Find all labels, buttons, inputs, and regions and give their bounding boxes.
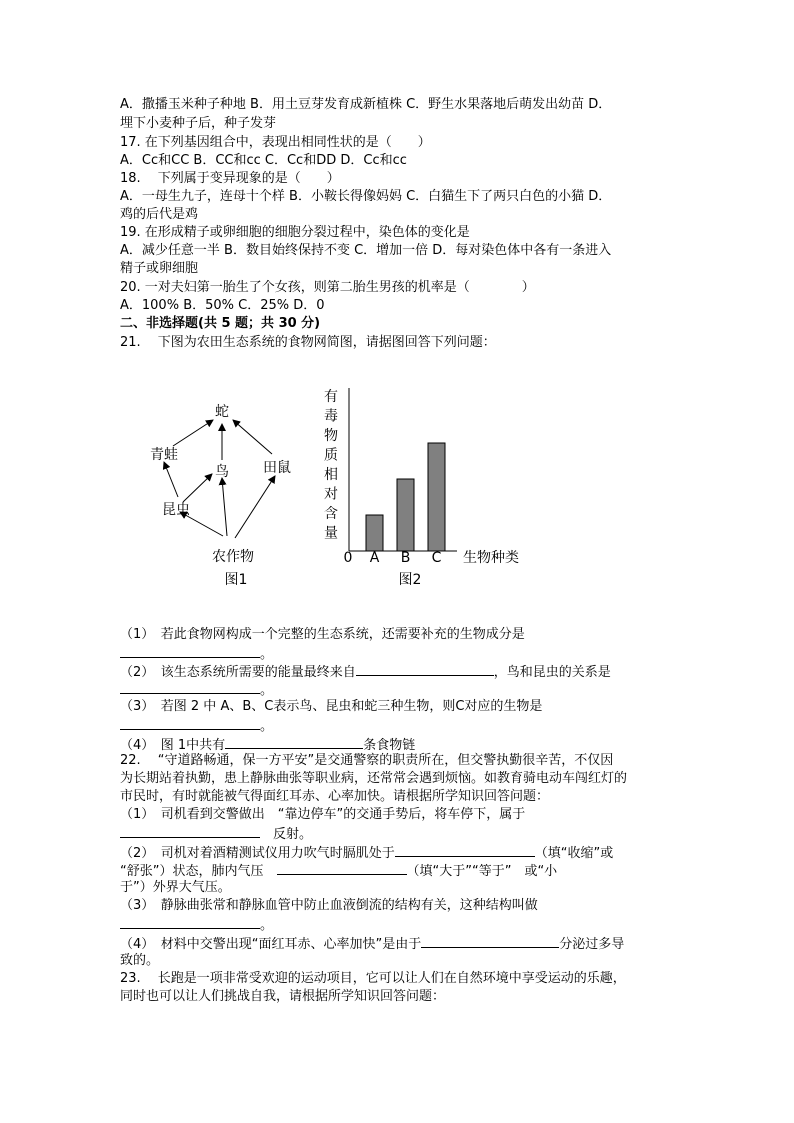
q22-stem-line1: 22. “守道路畅通，保一方平安”是交通警察的职责所在，但交警执勤很辛苦，不仅因: [120, 753, 614, 768]
q22-part2-line2: “舒张”）状态，肺内气压 （填“大于”“等于” 或“小: [120, 861, 557, 881]
y-axis-label-char: 质: [324, 447, 338, 464]
node-snake: 蛇: [215, 404, 229, 420]
y-axis-label-char: 量: [324, 525, 338, 542]
q21-part3-answer-line: 。: [120, 716, 273, 736]
y-axis-label-char: 物: [324, 428, 338, 444]
q21-part2-answer-line: 。: [120, 680, 273, 700]
y-axis-label-char: 对: [324, 486, 338, 503]
q18-options-line1: A．一母生九子，连母十个样 B．小鞍长得像妈妈 C．白猫生下了两只白色的小猫 D．: [120, 189, 612, 204]
q20-stem: 20. 一对夫妇第一胎生了个女孩，则第二胎生男孩的机率是（ ）: [120, 280, 535, 295]
arrow-crop-mouse: [235, 476, 275, 538]
node-bird: 鸟: [215, 464, 229, 480]
q22-part1-blank[interactable]: [120, 824, 260, 838]
q22-part3-answer-line: 。: [120, 915, 273, 935]
arrow-crop-bird: [222, 478, 227, 536]
x-tick-label-C: C: [431, 550, 442, 566]
bar-C: [428, 443, 445, 551]
arrow-mouse-snake: [233, 420, 272, 454]
q22-part2-blank2[interactable]: [277, 861, 407, 875]
toxin-bar-chart: [315, 384, 545, 590]
q21-part1-blank[interactable]: [120, 644, 260, 658]
q20-options: A．100% B．50% C．25% D．0: [120, 298, 325, 313]
q17-stem: 17. 在下列基因组合中，表现出相同性状的是（ ）: [120, 135, 431, 150]
q21-part2-blank1[interactable]: [356, 662, 494, 676]
q22-part3: （3） 静脉曲张常和静脉血管中防止血液倒流的结构有关，这种结构叫做: [120, 898, 538, 913]
q18-options-line2: 鸡的后代是鸡: [120, 207, 199, 222]
q22-part2-line1: （2） 司机对着酒精测试仪用力吹气时膈肌处于 （填“收缩”或: [120, 843, 613, 863]
q21-part1-answer-line: 。: [120, 644, 273, 664]
q21-part2: （2） 该生态系统所需要的能量最终来自 ，鸟和昆虫的关系是: [120, 662, 611, 682]
q18-stem: 18. 下列属于变异现象的是（ ）: [120, 171, 340, 186]
y-axis-label: [324, 389, 338, 542]
x-tick-label-B: B: [400, 550, 411, 566]
y-axis-label-char: 相: [324, 467, 338, 483]
x-axis-label: 生物种类: [463, 550, 519, 566]
x-tick-labels: [370, 550, 442, 566]
q22-part4: （4） 材料中交警出现“面红耳赤、心率加快”是由于 分泌过多导: [120, 934, 624, 954]
q22-part3-blank[interactable]: [120, 915, 260, 929]
q21-part2-blank2[interactable]: [120, 680, 260, 694]
node-crop: 农作物: [212, 549, 254, 565]
arrow-frog-snake: [173, 420, 213, 446]
q17-options: A．Cc和CC B．CC和cc C．Cc和DD D．Cc和cc: [120, 153, 407, 168]
section-heading: 二、非选择题(共 5 题；共 30 分): [120, 316, 321, 331]
q22-part4-blank[interactable]: [421, 934, 559, 948]
q23-stem-line1: 23. 长跑是一项非常受欢迎的运动项目，它可以让人们在自然环境中享受运动的乐趣，: [120, 971, 626, 986]
arrow-insect-bird: [183, 474, 212, 502]
q19-stem: 19. 在形成精子或卵细胞的细胞分裂过程中，染色体的变化是: [120, 225, 470, 240]
q21-part3-blank[interactable]: [120, 716, 260, 730]
x-tick-label-A: A: [369, 550, 380, 566]
y-axis-label-char: 含: [324, 506, 338, 522]
figure-1-caption: 图1: [224, 572, 248, 588]
q22-part1: （1） 司机看到交警做出 “靠边停车”的交通手势后，将车停下，属于: [120, 807, 526, 822]
q22-part2-line3: 于”）外界大气压。: [120, 880, 231, 895]
bars: [366, 443, 445, 551]
figure-2-caption: 图2: [398, 572, 422, 588]
node-insect: 昆虫: [162, 502, 190, 518]
q22-stem-line2: 为长期站着执勤，患上静脉曲张等职业病，还常常会遇到烦恼。如教育骑电动车闯红灯的: [120, 771, 628, 786]
q22-part1-answer-line: 反射。: [120, 824, 312, 844]
q21-part4: （4） 图 1中共有 条食物链: [120, 735, 415, 755]
q22-part4-line2: 致的。: [120, 953, 160, 968]
y-axis-label-char: 有: [324, 389, 338, 405]
node-mouse: 田鼠: [263, 460, 291, 476]
bar-B: [397, 479, 414, 551]
node-frog: 青蛙: [150, 447, 178, 463]
q21-part3: （3） 若图 2 中 A、B、C表示鸟、昆虫和蛇三种生物，则C对应的生物是: [120, 699, 543, 714]
q21-part4-blank[interactable]: [225, 735, 363, 749]
q21-part1: （1） 若此食物网构成一个完整的生态系统，还需要补充的生物成分是: [120, 627, 525, 642]
q21-stem: 21. 下图为农田生态系统的食物网简图，请据图回答下列问题：: [120, 335, 496, 350]
q16-options-line2: 埋下小麦种子后，种子发芽: [120, 116, 277, 131]
bar-A: [366, 515, 383, 551]
y-axis-label-char: 毒: [324, 408, 338, 425]
q19-options-line1: A．减少任意一半 B．数目始终保持不变 C．增加一倍 D．每对染色体中各有一条进入: [120, 243, 612, 258]
q23-stem-line2: 同时也可以让人们挑战自我，请根据所学知识回答问题：: [120, 989, 446, 1004]
arrow-insect-frog: [164, 462, 178, 497]
q22-part2-blank1[interactable]: [395, 843, 535, 857]
q19-options-line2: 精子或卵细胞: [120, 261, 199, 276]
q16-options-line1: A．撒播玉米种子种地 B．用土豆芽发育成新植株 C．野生水果落地后萌发出幼苗 D．: [120, 97, 612, 112]
origin-label: 0: [343, 550, 353, 566]
food-web-diagram: [140, 398, 310, 590]
q22-stem-line3: 市民时，有时就能被气得面红耳赤、心率加快。请根据所学知识回答问题：: [120, 789, 550, 804]
